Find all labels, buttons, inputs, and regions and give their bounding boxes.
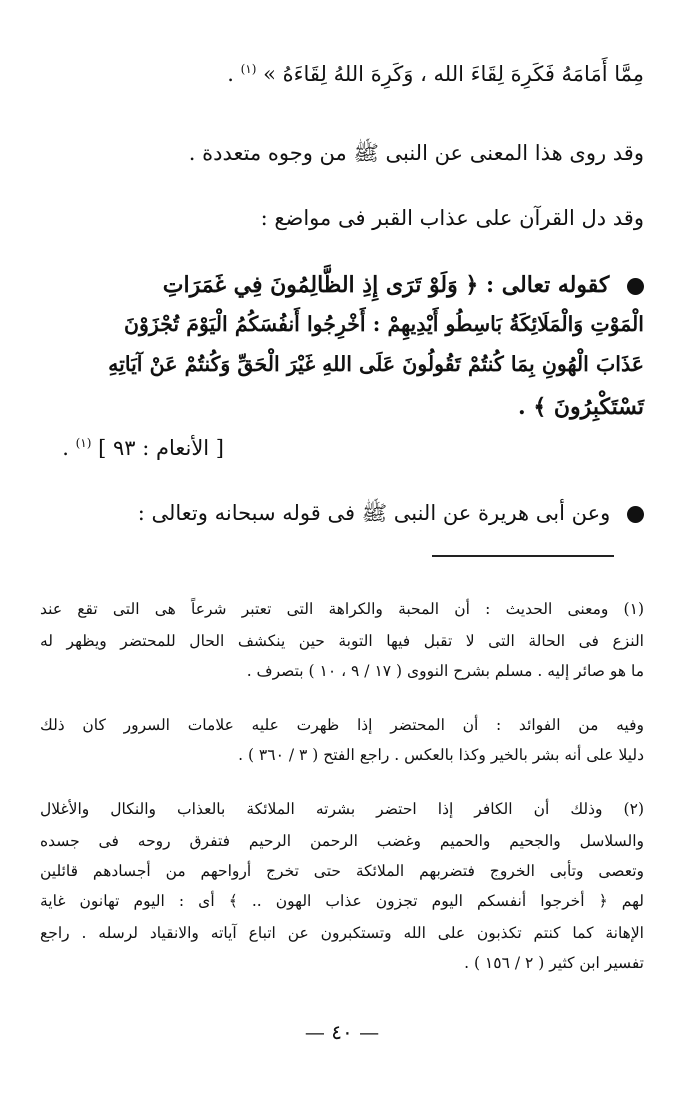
- footnote-line: لهم ﴿ أخرجوا أنفسكم اليوم تجزون عذاب الهون .. ﴾ أى : اليوم تهانون غاية: [40, 892, 644, 910]
- bullet-icon: [627, 278, 644, 295]
- main-text-line: [40, 62, 644, 86]
- footnote-line: والسلاسل والجحيم والحميم وغضب الرحمن الرحيم فتفرق روحه فى جسده: [40, 832, 644, 850]
- footnote-line: تفسير ابن كثير ( ٢ / ١٥٦ ) .: [464, 954, 644, 972]
- page-number: — ٤٠ —: [304, 1020, 380, 1044]
- verse-intro: كقوله تعالى :: [485, 272, 610, 298]
- hadith-text: مِمَّا أَمَامَهُ فَكَرِهَ لِقَاءَ الله ، وَكَرِهَ اللهُ لِقَاءَهُ »: [263, 62, 644, 86]
- footnote-line: وتعصى وتأبى الخروج فتضربهم الملائكة حتى تخرج أرواحهم من أجسادهم قائلين: [40, 862, 644, 880]
- main-text-line: وقد دل القرآن على عذاب القبر فى مواضع :: [260, 206, 644, 230]
- surah-reference: [ الأنعام : ٩٣ ]: [98, 436, 224, 460]
- footnote-line: وفيه من الفوائد : أن المحتضر إذا ظهرت عليه علامات السرور كان ذلك: [40, 716, 644, 734]
- footnote-marker: (١): [75, 436, 92, 450]
- footnote-line: النزع فى الحالة التى لا تقبل فيها التوبة حين ينكشف الحال للمحتضر ويظهر له: [40, 632, 644, 650]
- bullet-icon: [627, 506, 644, 523]
- verse-line: [40, 272, 644, 298]
- narration-text: وعن أبى هريرة عن النبى ﷺ فى قوله سبحانه وتعالى :: [137, 501, 611, 525]
- footnote-line: (١) ومعنى الحديث : أن المحبة والكراهة التى تعتبر شرعاً هى التى تقع عند: [40, 600, 644, 618]
- verse-line: تَسْتَكْبِرُونَ ﴾ .: [518, 394, 644, 420]
- verse-line: عَذَابَ الْهُونِ بِمَا كُنتُمْ تَقُولُونَ عَلَى اللهِ غَيْرَ الْحَقِّ وَكُنتُمْ عَنْ آيَاتِهِ: [108, 352, 644, 376]
- footnote-line: (٢) وذلك أن الكافر إذا احتضر بشرته الملائكة بالعذاب والنكال والأغلال: [40, 800, 644, 818]
- punctuation: .: [62, 436, 69, 460]
- main-text-line: وقد روى هذا المعنى عن النبى ﷺ من وجوه متعددة .: [188, 141, 644, 165]
- footnote-divider: [432, 555, 614, 557]
- footnote-line: ما هو صائر إليه . مسلم بشرح النووى ( ١٧ / ٩ ، ١٠ ) بتصرف .: [246, 662, 644, 680]
- main-text-line: [40, 500, 644, 531]
- footnote-marker: (١): [240, 62, 257, 76]
- punctuation: .: [227, 62, 234, 86]
- verse-line: الْمَوْتِ وَالْمَلَائِكَةُ بَاسِطُو أَيْدِيهِمْ : أَخْرِجُوا أَنفُسَكُمُ الْيَوْمَ تُجْزَوْنَ: [123, 312, 644, 336]
- footnote-line: دليلا على أنه بشر بالخير وكذا بالعكس . راجع الفتح ( ٣ / ٣٦٠ ) .: [238, 746, 644, 764]
- verse-text: ﴿ وَلَوْ تَرَى إِذِ الظَّالِمُونَ فِي غَمَرَاتِ: [162, 272, 479, 298]
- footnote-line: الإهانة كما كنتم تكذبون على الله وتستكبرون عن اتباع آياته والانقياد لرسله . راجع: [40, 924, 644, 942]
- verse-reference: [40, 436, 224, 460]
